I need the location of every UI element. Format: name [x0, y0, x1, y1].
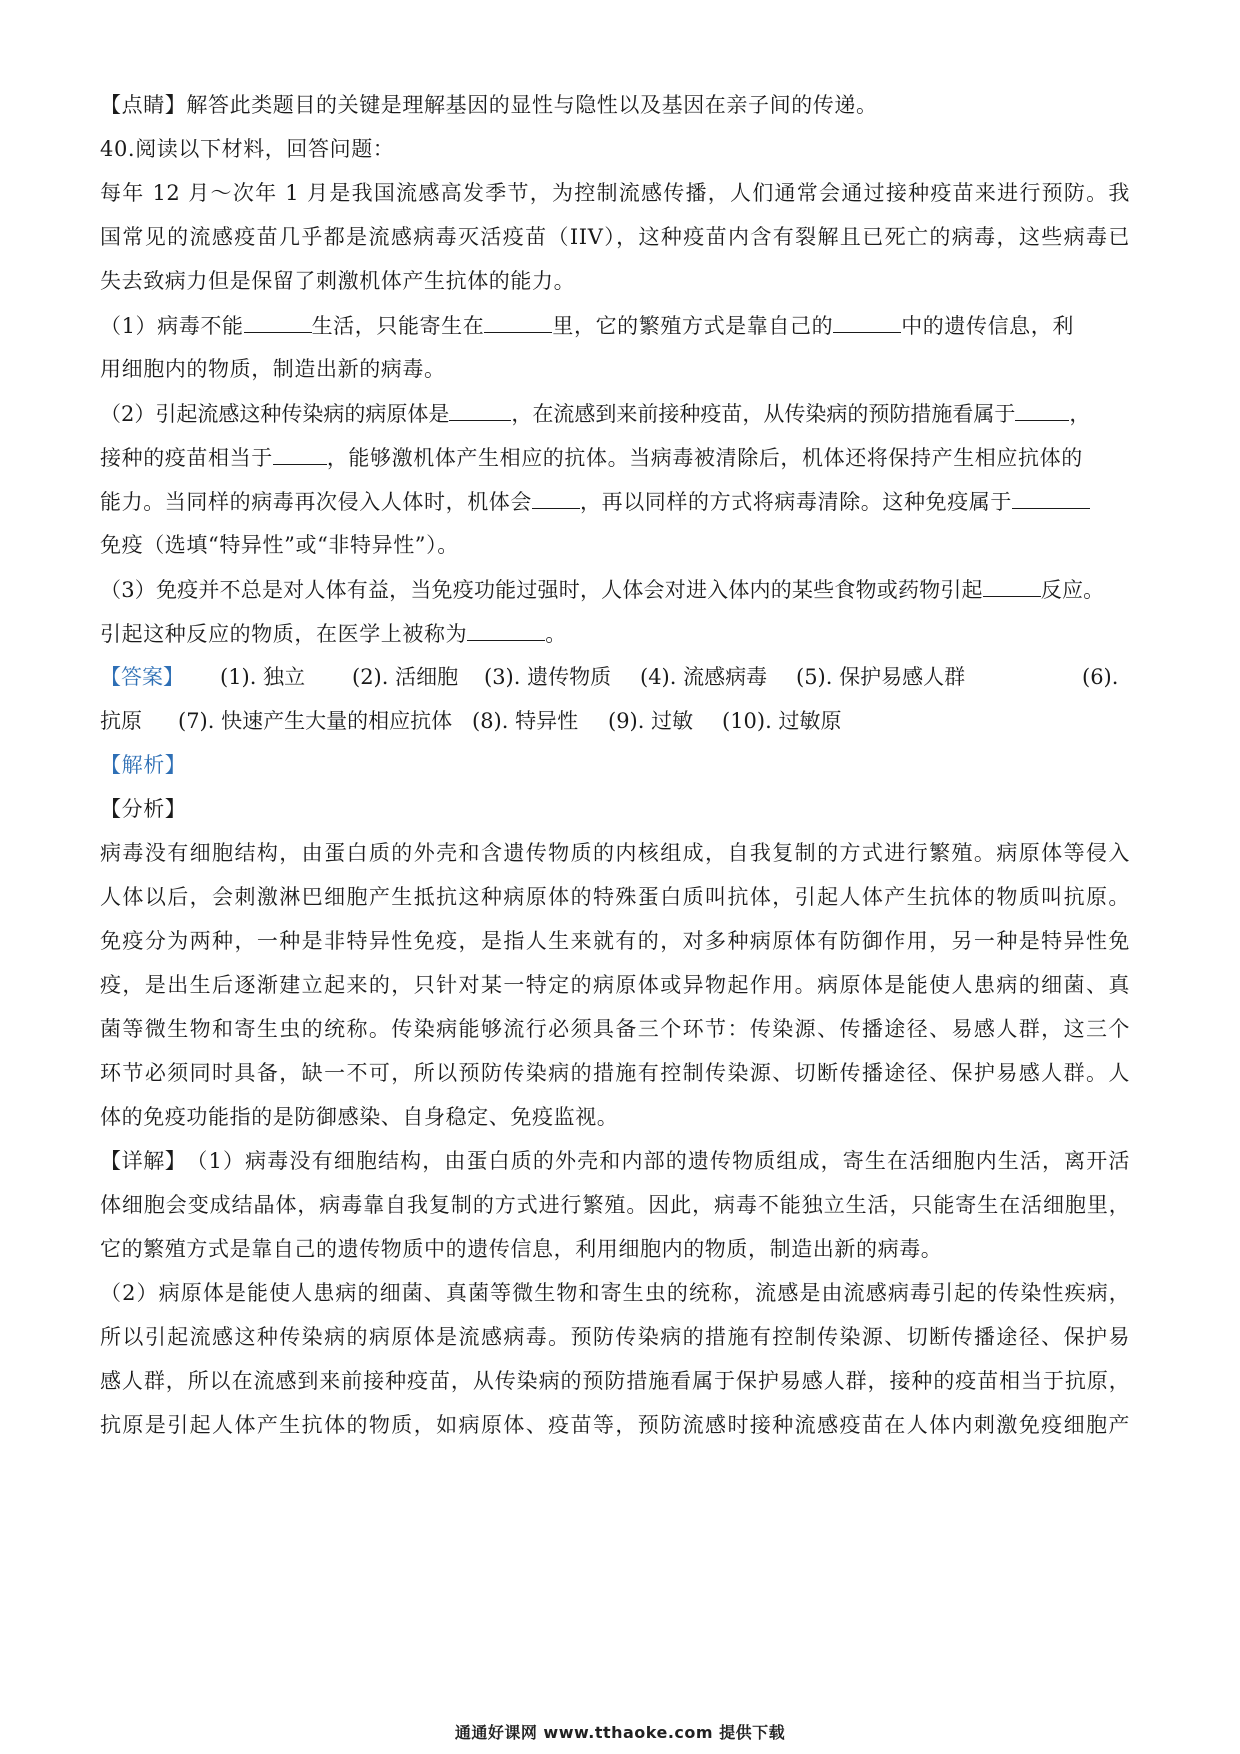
answer-tag: 【答案】	[100, 665, 184, 689]
answer-item: (9). 过敏	[608, 709, 694, 733]
fenxi-line: 疫，是出生后逐渐建立起来的，只针对某一特定的病原体或异物起作用。病原体是能使人患病的细菌、真	[100, 973, 1130, 997]
answer-blank	[1012, 486, 1090, 509]
answer-item: (4). 流感病毒	[640, 665, 768, 689]
answer-item: (6).	[1082, 665, 1119, 689]
answer-blank	[449, 398, 511, 421]
xiangjie-line: 它的繁殖方式是靠自己的遗传物质中的遗传信息，利用细胞内的物质，制造出新的病毒。	[100, 1237, 943, 1261]
q2-line: 免疫（选填“特异性”或“非特异性”）。	[100, 533, 459, 557]
xiangjie-text: （1）病毒没有细胞结构，由蛋白质的外壳和内部的遗传物质组成，寄生在活细胞内生活，离开活	[186, 1149, 1130, 1173]
q1-part: 生活，只能寄生在	[311, 314, 485, 338]
q1-line	[100, 310, 1130, 341]
q1-part: 里，它的繁殖方式是靠自己的	[552, 314, 834, 338]
q3-part: 。	[545, 622, 567, 646]
question-title: 40.阅读以下材料，回答问题：	[100, 137, 395, 161]
answer-blank	[273, 442, 327, 465]
answer-item: (3). 遗传物质	[484, 665, 612, 689]
xiangjie-line	[100, 1146, 1130, 1176]
q3-line	[100, 574, 1130, 605]
xiangjie-line: 感人群，所以在流感到来前接种疫苗，从传染病的预防措施看属于保护易感人群，接种的疫苗相当于抗原，	[100, 1369, 1130, 1393]
q2-line	[100, 442, 1130, 473]
material-line: 每年 12 月～次年 1 月是我国流感高发季节，为控制流感传播，人们通常会通过接种疫苗来进行预防。我	[100, 181, 1130, 205]
answer-blank	[983, 574, 1041, 597]
material-line: 国常见的流感疫苗几乎都是流感病毒灭活疫苗（IIV），这种疫苗内含有裂解且已死亡的病毒，这些病毒已	[100, 225, 1130, 249]
answer-blank	[833, 310, 901, 333]
dianjing-tag: 【点睛】	[100, 93, 187, 117]
answer-blank	[1015, 398, 1069, 421]
fenxi-line: 免疫分为两种，一种是非特异性免疫，是指人生来就有的，对多种病原体有防御作用，另一种是特异性免	[100, 929, 1130, 953]
xiangjie-line: 体细胞会变成结晶体，病毒靠自我复制的方式进行繁殖。因此，病毒不能独立生活，只能寄生在活细胞里，	[100, 1193, 1130, 1217]
xiangjie-line: 抗原是引起人体产生抗体的物质，如病原体、疫苗等，预防流感时接种流感疫苗在人体内刺激免疫细胞产	[100, 1413, 1130, 1437]
material-line: 失去致病力但是保留了刺激机体产生抗体的能力。	[100, 269, 576, 293]
xiangjie-line: 所以引起流感这种传染病的病原体是流感病毒。预防传染病的措施有控制传染源、切断传播途径、保护易	[100, 1325, 1130, 1349]
answer-item: (2). 活细胞	[352, 665, 459, 689]
dianjing-line	[100, 90, 1130, 120]
q3-line	[100, 618, 1130, 649]
answer-blank	[467, 618, 545, 641]
answer-item: (8). 特异性	[472, 709, 579, 733]
answer-item: 抗原	[100, 709, 142, 733]
fenxi-tag: 【分析】	[100, 797, 187, 821]
footer-watermark: 通通好课网 www.tthaoke.com 提供下载	[454, 1723, 786, 1742]
answer-row	[100, 706, 1130, 736]
q1-line: 用细胞内的物质，制造出新的病毒。	[100, 357, 446, 381]
xiangjie-tag: 【详解】	[100, 1149, 187, 1173]
answer-blank	[484, 310, 552, 333]
dianjing-text: 解答此类题目的关键是理解基因的显性与隐性以及基因在亲子间的传递。	[186, 93, 878, 117]
answer-blank	[532, 486, 580, 509]
q3-part: （3）免疫并不总是对人体有益，当免疫功能过强时，人体会对进入体内的某些食物或药物引起	[100, 578, 983, 602]
q2-part: ，能够激机体产生相应的抗体。当病毒被清除后，机体还将保持产生相应抗体的	[326, 446, 1083, 470]
q3-part: 引起这种反应的物质，在医学上被称为	[100, 622, 468, 646]
q2-part: （2）引起流感这种传染病的病原体是	[100, 402, 450, 426]
fenxi-line: 菌等微生物和寄生虫的统称。传染病能够流行必须具备三个环节：传染源、传播途径、易感人群，这三个	[100, 1017, 1130, 1041]
q2-line	[100, 398, 1130, 429]
q2-part: ，再以同样的方式将病毒清除。这种免疫属于	[580, 490, 1012, 514]
q2-part: ，	[1069, 402, 1091, 426]
q2-part: 能力。当同样的病毒再次侵入人体时，机体会	[100, 490, 532, 514]
q2-part: 接种的疫苗相当于	[100, 446, 273, 470]
jiexi-tag: 【解析】	[100, 753, 187, 777]
fenxi-line: 体的免疫功能指的是防御感染、自身稳定、免疫监视。	[100, 1105, 619, 1129]
fenxi-line: 病毒没有细胞结构，由蛋白质的外壳和含遗传物质的内核组成，自我复制的方式进行繁殖。病原体等侵入	[100, 841, 1130, 865]
answer-item: (7). 快速产生大量的相应抗体	[178, 709, 453, 733]
answer-row	[100, 662, 1130, 692]
answer-blank	[244, 310, 312, 333]
fenxi-line: 人体以后，会刺激淋巴细胞产生抵抗这种病原体的特殊蛋白质叫抗体，引起人体产生抗体的物质叫抗原。	[100, 885, 1130, 909]
q1-part: （1）病毒不能	[100, 314, 244, 338]
answer-item: (5). 保护易感人群	[796, 665, 966, 689]
answer-item: (1). 独立	[220, 665, 306, 689]
q3-part: 反应。	[1040, 578, 1105, 602]
answer-item: (10). 过敏原	[722, 709, 842, 733]
q2-part: ，在流感到来前接种疫苗，从传染病的预防措施看属于	[511, 402, 1016, 426]
xiangjie-line: （2）病原体是能使人患病的细菌、真菌等微生物和寄生虫的统称，流感是由流感病毒引起的传染性疾病，	[100, 1281, 1130, 1305]
fenxi-line: 环节必须同时具备，缺一不可，所以预防传染病的措施有控制传染源、切断传播途径、保护易感人群。人	[100, 1061, 1130, 1085]
q1-part: 中的遗传信息，利	[901, 314, 1074, 338]
q2-line	[100, 486, 1130, 517]
